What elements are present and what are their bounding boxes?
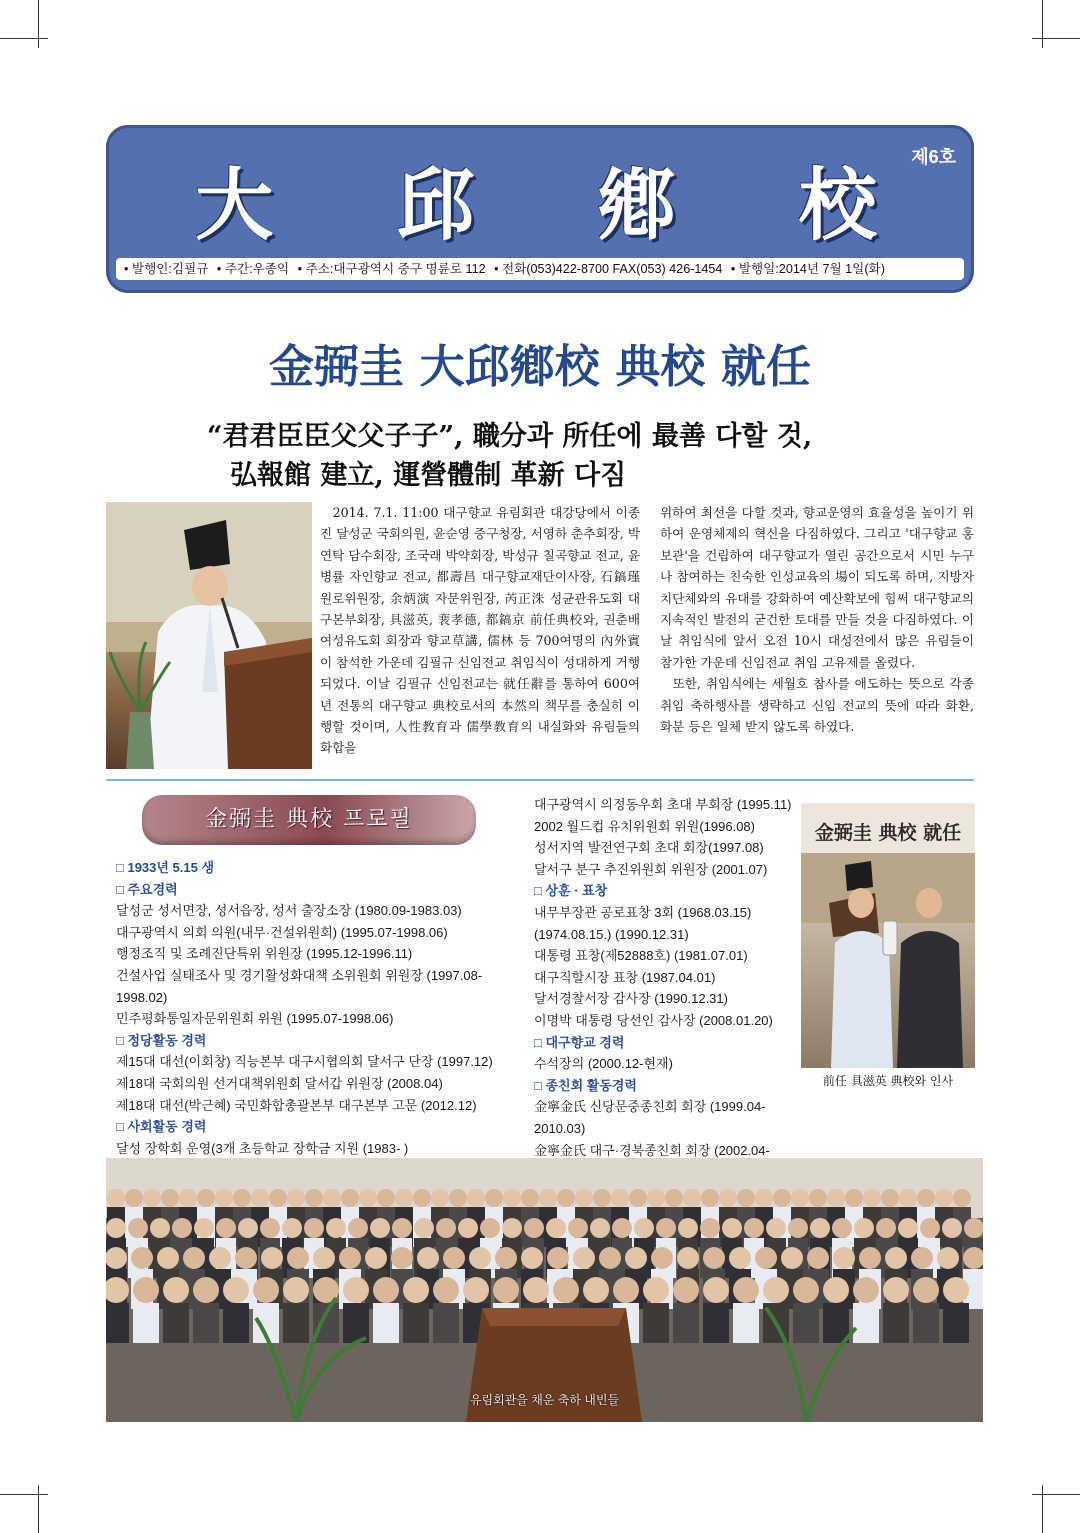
crowd-head [238,1218,258,1238]
crop-mark [38,0,39,48]
crowd-head [917,1189,935,1207]
crowd-head [678,1218,698,1238]
crowd-body [883,1303,909,1343]
crowd-head [395,1189,413,1207]
masthead [106,125,974,293]
issue-number: 제6호 [911,147,956,167]
party-item: 제18대 대선(박근혜) 국민화합총괄본부 대구본부 고문 (2012.12) [116,1097,477,1113]
crowd-body [793,1303,819,1343]
crowd-head [467,1189,485,1207]
crowd-head [251,1189,269,1207]
crowd-head [703,1277,729,1303]
crowd-head [183,1247,205,1269]
crowd-head [125,1189,143,1207]
crowd-head [480,1218,500,1238]
crowd-head [733,1277,759,1303]
crowd-illustration [106,1158,983,1422]
crowd-head [287,1247,309,1269]
career-item: 대구광역시 의회 의원(내무·건설위원회) (1995.07-1998.06) [116,924,448,940]
crowd-head [611,1189,629,1207]
crowd-head [106,1247,127,1269]
award-item: 대통령 표창(제52888호) (1981.07.01) [534,948,748,964]
crowd-head [568,1218,588,1238]
clan-item: 金寧金氏 신당문중종친회 회장 (1999.04-2010.03) [534,1099,766,1136]
crowd-body [133,1303,159,1343]
crowd-head [433,1277,459,1303]
greeting-illustration [801,803,975,1068]
crowd-body [223,1303,249,1343]
crowd-head [881,1189,899,1207]
crowd-head [323,1189,341,1207]
crowd-head [833,1247,855,1269]
crowd-body [283,1303,309,1343]
crowd-head [643,1277,669,1303]
crowd-head [911,1247,933,1269]
school-item: 수석장의 (2000.12-현재) [534,1056,673,1072]
speaker-illustration [106,502,312,769]
photo2-caption: 前任 具滋英 典校와 인사 [822,1074,954,1088]
crowd-body [673,1303,699,1343]
crowd-head [920,1218,940,1238]
crowd-head [463,1277,489,1303]
crowd-head [703,1247,725,1269]
crowd-head [359,1189,377,1207]
crowd-head [863,1189,881,1207]
crop-mark [1032,1494,1080,1495]
crowd-head [853,1277,879,1303]
crowd-head [391,1247,413,1269]
crowd-head [701,1189,719,1207]
crowd-head [656,1218,676,1238]
section-divider [106,779,974,781]
crowd-head [233,1189,251,1207]
crowd-head [791,1189,809,1207]
crowd-head [898,1218,918,1238]
crowd-body [823,1303,849,1343]
crowd-head [647,1189,665,1207]
crowd-head [859,1247,881,1269]
crowd-body [193,1303,219,1343]
crowd-head [503,1189,521,1207]
crowd-head [495,1247,517,1269]
crowd-head [629,1189,647,1207]
crowd-head [377,1189,395,1207]
newspaper-title: 大 邱 鄕 校 [195,160,925,251]
crowd-head [417,1247,439,1269]
award-item: (1974.08.15.) (1990.12.31) [534,926,689,942]
crowd-head [755,1247,777,1269]
crowd-head [131,1247,153,1269]
crop-mark [38,1485,39,1533]
crowd-head [737,1189,755,1207]
crowd-head [729,1247,751,1269]
crowd-head [823,1277,849,1303]
crowd-head [722,1218,742,1238]
crowd-body [943,1303,969,1343]
crowd-head [392,1218,412,1238]
crowd-head [546,1218,566,1238]
crowd-head [449,1189,467,1207]
editor: • 주간:우종익 [216,262,290,276]
crowd-head [590,1218,610,1238]
crowd-head [524,1218,544,1238]
crop-mark [0,1494,48,1495]
crowd-head [260,1218,280,1238]
crowd-head [665,1189,683,1207]
crowd-head [502,1218,522,1238]
crowd-head [719,1189,737,1207]
social-heading: □ 사회활동 경력 [116,1116,516,1138]
career-item: 행정조직 및 조례진단특위 위원장 (1995.12-1996.11) [116,946,413,962]
crowd-head [179,1189,197,1207]
crowd-head [553,1277,579,1303]
crowd-body [703,1303,729,1343]
crowd-head [443,1247,465,1269]
crop-mark [1042,0,1043,48]
crowd-body [853,1303,879,1343]
clan-item: 金寧金氏 대구·경북종친회 회장 (2002.04- [534,1142,770,1158]
crowd-head [575,1189,593,1207]
crowd-head [458,1218,478,1238]
crowd-head [161,1189,179,1207]
crowd-head [223,1277,249,1303]
crowd-head [193,1277,219,1303]
crowd-body [106,1303,129,1343]
crowd-head [197,1189,215,1207]
headline: 金弼圭 大邱鄕校 典校 就任 [268,340,811,393]
crop-mark [1042,1485,1043,1533]
crowd-head [326,1218,346,1238]
subheadline-line2: 弘報館 建立, 運營體制 革新 다짐 [230,460,627,491]
photo2-banner: 金弼圭 典校 就任 [814,822,962,844]
photo3-caption: 유림회관을 채운 축하 내빈들 [469,1393,620,1407]
crowd-head [593,1189,611,1207]
crowd-head [755,1189,773,1207]
crowd-head [832,1218,852,1238]
career-heading: □ 주요경력 [116,879,516,901]
social-item: 2002 월드컵 유치위원회 위원(1996.08) [534,818,755,834]
crowd-head [557,1189,575,1207]
career-item: 달성군 성서면장, 성서읍장, 성서 출장소장 (1980.09-1983.03) [116,903,462,919]
crowd-head [370,1218,390,1238]
crowd-head [612,1218,632,1238]
crowd-head [913,1277,939,1303]
crowd-head [209,1247,231,1269]
crowd-head [163,1277,189,1303]
award-item: 달서경찰서장 감사장 (1990.12.31) [534,991,728,1007]
crowd-head [403,1277,429,1303]
crowd-head [883,1277,909,1303]
party-heading: □ 정당활동 경력 [116,1030,516,1052]
publisher: • 발행인:김필규 [124,262,209,276]
crowd-head [216,1218,236,1238]
crowd-head [253,1277,279,1303]
crowd-head [781,1247,803,1269]
crowd-body [163,1303,189,1343]
crowd-head [157,1247,179,1269]
crowd-head [194,1218,214,1238]
crowd-head [763,1277,789,1303]
crowd-body [373,1303,399,1343]
crowd-head [133,1277,159,1303]
crowd-head [953,1189,971,1207]
crowd-head [143,1189,161,1207]
clan-heading: □ 종친회 활동경력 [534,1075,804,1097]
crowd-head [700,1218,720,1238]
crowd-head [215,1189,233,1207]
award-item: 내무부장관 공로표창 3회 (1968.03.15) [534,904,752,920]
crowd-head [810,1218,830,1238]
crowd-body [643,1303,669,1343]
photo-inaugural-speech [106,502,312,769]
crowd-head [613,1277,639,1303]
crowd-head [373,1277,399,1303]
social-item: 성서지역 발전연구회 초대 회장(1997.08) [534,840,764,856]
award-item: 이명박 대통령 당선인 감사장 (2008.01.20) [534,1012,773,1028]
crowd-head [106,1218,126,1238]
crowd-head [625,1247,647,1269]
award-item: 대구직할시장 표창 (1987.04.01) [534,969,716,985]
crowd-head [485,1189,503,1207]
address: • 주소:대구광역시 중구 명륜로 112 [297,262,486,276]
crowd-head [287,1189,305,1207]
profile-birth: □ 1933년 5.15 생 [116,857,516,879]
crowd-body [733,1303,759,1343]
publication-info-bar [116,258,964,280]
crowd-head [573,1247,595,1269]
crowd-head [651,1247,673,1269]
crowd-head [469,1247,491,1269]
crowd-head [128,1218,148,1238]
crowd-head [876,1218,896,1238]
crowd-head [547,1247,569,1269]
award-heading: □ 상훈 · 표창 [534,880,804,902]
crowd-head [634,1218,654,1238]
crowd-head [937,1247,959,1269]
career-item: 민주평화통일자문위원회 위원 (1995.07-1998.06) [116,1011,394,1027]
crowd-head [809,1189,827,1207]
crop-mark [1032,38,1080,39]
crowd-head [935,1189,953,1207]
article-paragraph: 또한, 취임식에는 세월호 참사를 애도하는 뜻으로 각종 취임 축하행사를 생략하고 신임 전교의 뜻에 따라 화환, 화분 등은 일체 받지 않도록 하였다. [660,676,974,735]
crowd-head [365,1247,387,1269]
crowd-head [341,1189,359,1207]
publish-date: • 발행일:2014년 7월 1일(화) [730,262,885,276]
crowd-head [885,1247,907,1269]
crowd-head [493,1277,519,1303]
crowd-body [433,1303,459,1343]
article-column-1: 2014. 7.1. 11:00 대구향교 유림회관 대강당에서 이종진 달성군 국회의원, 윤순영 중구청장, 서영하 춘추회장, 박연탁 담수회장, 조국래 박약회장, 박성규 칠곡향교 전교, 윤병률 자인향교 전교, 都壽昌 대구향교재단이사장, 石鎬瑾 원로위원장, 余炳演 자문위원장, 芮正洙 성균관유도회 대구본부회장, 具滋英, 裵孝德, 都鎬京 前任典校와, 권춘배 여성유도회 회장과 향교草講, 儒林 등 700여명의 內外賓이 참석한 가운데 김필규 신임전교 취임식이 성대하게 거행되었다. 이날 김필규 신임전교는 就任辭를 통하여 600여년 전통의 대구향교 典校로서의 本然의 책무를 충실히 이행할 것이며, 人性教育과 儒學教育의 내실화와 유림들의 화합을 [320,505,640,756]
crowd-body [913,1303,939,1343]
crowd-head [943,1277,969,1303]
crowd-head [261,1247,283,1269]
article-column-2 [660,502,974,737]
subheadline-line1: “君君臣臣父父子子”, 職分과 所任에 最善 다할 것, [207,421,813,452]
photo-crowd [106,1158,983,1422]
crowd-head [150,1218,170,1238]
crowd-head [788,1218,808,1238]
photo-greeting [801,803,975,1068]
crowd-body [403,1303,429,1343]
crowd-head [283,1277,309,1303]
crowd-head [414,1218,434,1238]
crowd-head [807,1247,829,1269]
crowd-head [773,1189,791,1207]
crowd-head [744,1218,764,1238]
crowd-head [793,1277,819,1303]
crowd-head [683,1189,701,1207]
party-item: 제18대 국회의원 선거대책위원회 달서갑 위원장 (2008.04) [116,1075,443,1091]
social-item: 달성 장학회 운영(3개 초등학교 장학금 지원 (1983- ) [116,1140,409,1156]
crowd-head [583,1277,609,1303]
social-item: 달서구 분구 추진위원회 위원장 (2001.07) [534,861,768,877]
crowd-head [539,1189,557,1207]
crowd-head [107,1189,125,1207]
social-item: 대구광역시 의정동우회 초대 부회장 (1995.11) [534,797,792,812]
crowd-head [899,1189,917,1207]
crowd-head [599,1247,621,1269]
profile-list-left [116,857,516,1159]
crowd-head [172,1218,192,1238]
crop-mark [0,38,48,39]
crowd-head [348,1218,368,1238]
crowd-head [523,1277,549,1303]
crowd-head [269,1189,287,1207]
crowd-head [521,1247,543,1269]
crowd-head [305,1189,323,1207]
party-item: 제15대 대선(이회창) 직능본부 대구시협의회 달서구 단장 (1997.12) [116,1054,493,1070]
crowd-head [854,1218,874,1238]
crowd-head [827,1189,845,1207]
career-item: 건설사업 실태조사 및 경기활성화대책 소위원회 위원장 (1997.08-1998.02) [116,967,483,1005]
profile-banner: 金弼圭 典校 프로필 [142,795,476,845]
crowd-head [313,1247,335,1269]
crowd-head [413,1189,431,1207]
phone-fax: • 전화(053)422-8700 FAX(053) 426-1454 [494,262,723,276]
article-paragraph: 위하여 최선을 다할 것과, 향교운영의 효율성을 높이기 위하여 운영체제의 혁신을 다짐하였다. 그리고 '대구향교 홍보관'을 건립하여 대구향교가 열린 공간으로서 시민 누구나 참여하는 친숙한 인성교육의 場이 되도록 하며, 지방자치단체와의 유대를 강화하여 예산확보에 힘써 대구향교의 지속적인 발전의 굳건한 토대를 만들 것을 다짐하였다. 이날 취임식에 앞서 오전 10시 대성전에서 많은 유림들이 참가한 가운데 신임전교 취임 고유제를 올렸다. [660,505,974,670]
crowd-head [304,1218,324,1238]
crowd-head [677,1247,699,1269]
crowd-head [766,1218,786,1238]
crowd-head [343,1277,369,1303]
crowd-head [339,1247,361,1269]
crowd-head [845,1189,863,1207]
crowd-head [521,1189,539,1207]
crowd-head [942,1218,962,1238]
crowd-head [673,1277,699,1303]
crowd-head [235,1247,257,1269]
crowd-head [436,1218,456,1238]
crowd-head [431,1189,449,1207]
school-heading: □ 대구향교 경력 [534,1032,804,1054]
crowd-head [282,1218,302,1238]
